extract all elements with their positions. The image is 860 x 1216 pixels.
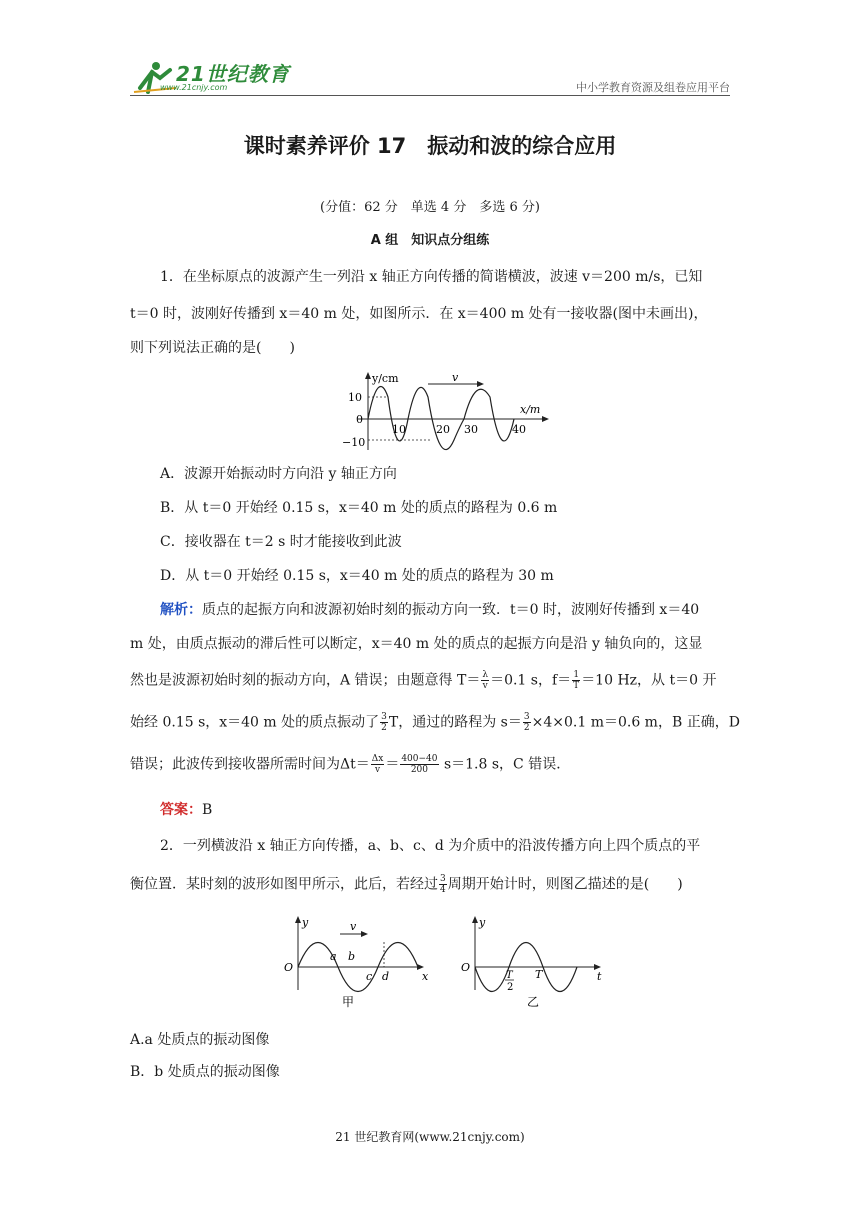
score-line: (分值：62 分 单选 4 分 多选 6 分) (320, 200, 540, 215)
frac-400-40: $\frac{400-40}{200}$ (401, 754, 438, 775)
q1-line-2: t＝0 时，波刚好传播到 x＝40 m 处，如图所示．在 x＝400 m 处有一接收器(图中未画出)， (130, 306, 708, 322)
q2-line-2: 衡位置．某时刻的波形如图甲所示，此后，若经过 $\frac{3}{4}$ 周期开始计时，则图乙描述的是( ) (130, 874, 683, 895)
q1-xtick-40: 40 (512, 423, 526, 436)
q2-line-1: 2．一列横波沿 x 轴正方向传播，a、b、c、d 为介质中的沿波传播方向上四个质点的平 (160, 838, 701, 854)
q1-option-a: A．波源开始振动时方向沿 y 轴正方向 (160, 466, 397, 482)
jia-velocity: v (350, 920, 357, 933)
yi-T: T (535, 968, 543, 981)
yi-origin: O (461, 961, 471, 974)
jia-point-c: c (366, 970, 373, 983)
yi-half-T-num: T (506, 970, 513, 981)
q1-analysis-line-2: m 处，由质点振动的滞后性可以断定，x＝40 m 处的质点的起振方向是沿 y 轴负向的，这显 (130, 636, 703, 652)
q1-xtick-20: 20 (436, 423, 450, 436)
jia-point-b: b (348, 950, 356, 963)
q1-analysis-line-4: 始经 0.15 s，x＝40 m 处的质点振动了 $\frac{3}{2}$ T，通过的路程为 s＝ $\frac{3}{2}$ ×4×0.1 m＝0.6 m，B 正确，D (130, 712, 740, 733)
yi-ylabel: y (479, 916, 486, 929)
q1-xtick-10: 10 (392, 423, 406, 436)
frac-3-2: $\frac{3}{2}$ (381, 712, 387, 733)
q1-analysis-line-1: 解析：质点的起振方向和波源初始时刻的振动方向一致．t＝0 时，波刚好传播到 x＝40 (160, 602, 700, 618)
yi-half-T-den: 2 (507, 982, 514, 993)
q1-ytick-neg10: −10 (342, 436, 366, 449)
header-divider (130, 95, 730, 96)
header-platform-text: 中小学教育资源及组卷应用平台 (576, 81, 730, 94)
answer-label: 答案： (160, 802, 202, 818)
q1-xlabel: x/m (520, 403, 541, 416)
q1-line-3: 则下列说法正确的是( ) (130, 340, 295, 356)
analysis-label: 解析： (160, 602, 202, 618)
yi-caption: 乙 (527, 995, 540, 1009)
q1-wave-graph (330, 370, 550, 455)
jia-xlabel: x (422, 970, 429, 983)
frac-3-2-b: $\frac{3}{2}$ (523, 712, 530, 733)
q2-option-a: A.a 处质点的振动图像 (130, 1032, 270, 1048)
q1-ytick-0: 0 (356, 413, 363, 426)
jia-ylabel: y (302, 916, 309, 929)
page-title: 课时素养评价 17 振动和波的综合应用 (243, 134, 617, 158)
q2-graph-jia (280, 912, 440, 1012)
jia-origin: O (284, 961, 294, 974)
q1-ylabel: y/cm (372, 372, 399, 385)
jia-point-a: a (330, 950, 337, 963)
jia-point-d: d (382, 970, 390, 983)
q1-answer: 答案：B (160, 802, 213, 818)
q1-analysis-line-3: 然也是波源初始时刻的振动方向，A 错误；由题意得 T＝ $\frac{\lambda}{v}$ ＝0.1 s，f＝ $\frac{1}{T}$ ＝10 Hz，从 t＝0 开 (130, 670, 717, 691)
q1-option-c: C．接收器在 t＝2 s 时才能接收到此波 (160, 534, 402, 550)
q1-option-b: B．从 t＝0 开始经 0.15 s，x＝40 m 处的质点的路程为 0.6 m (160, 500, 558, 516)
frac-dx-v: $\frac{\Delta x}{v}$ (371, 754, 384, 775)
q1-line-1: 1．在坐标原点的波源产生一列沿 x 轴正方向传播的简谐横波，波速 v＝200 m/s，已知 (160, 269, 703, 285)
q1-velocity-label: v (452, 371, 459, 384)
frac-lambda-v: $\frac{\lambda}{v}$ (482, 670, 489, 691)
jia-caption: 甲 (342, 995, 355, 1009)
page-footer: 21 世纪教育网(www.21cnjy.com) (335, 1130, 525, 1144)
q1-analysis-line-5: 错误；此波传到接收器所需时间为Δt＝ $\frac{\Delta x}{v}$ ＝ $\frac{400-40}{200}$ s＝1.8 s，C 错误． (130, 754, 571, 775)
yi-tlabel: t (597, 970, 602, 983)
q1-option-d: D．从 t＝0 开始经 0.15 s，x＝40 m 处的质点的路程为 30 m (160, 568, 554, 584)
logo-text: 21世纪教育 (176, 62, 290, 86)
logo-url: www.21cnjy.com (160, 83, 228, 92)
q2-graph-yi (455, 912, 615, 1012)
frac-1-T: $\frac{1}{T}$ (573, 670, 580, 691)
q1-xtick-30: 30 (464, 423, 478, 436)
group-title: A 组 知识点分组练 (370, 233, 490, 248)
q1-ytick-10: 10 (348, 391, 362, 404)
q2-option-b: B．b 处质点的振动图像 (130, 1064, 280, 1080)
frac-3-4: $\frac{3}{4}$ (440, 874, 446, 895)
